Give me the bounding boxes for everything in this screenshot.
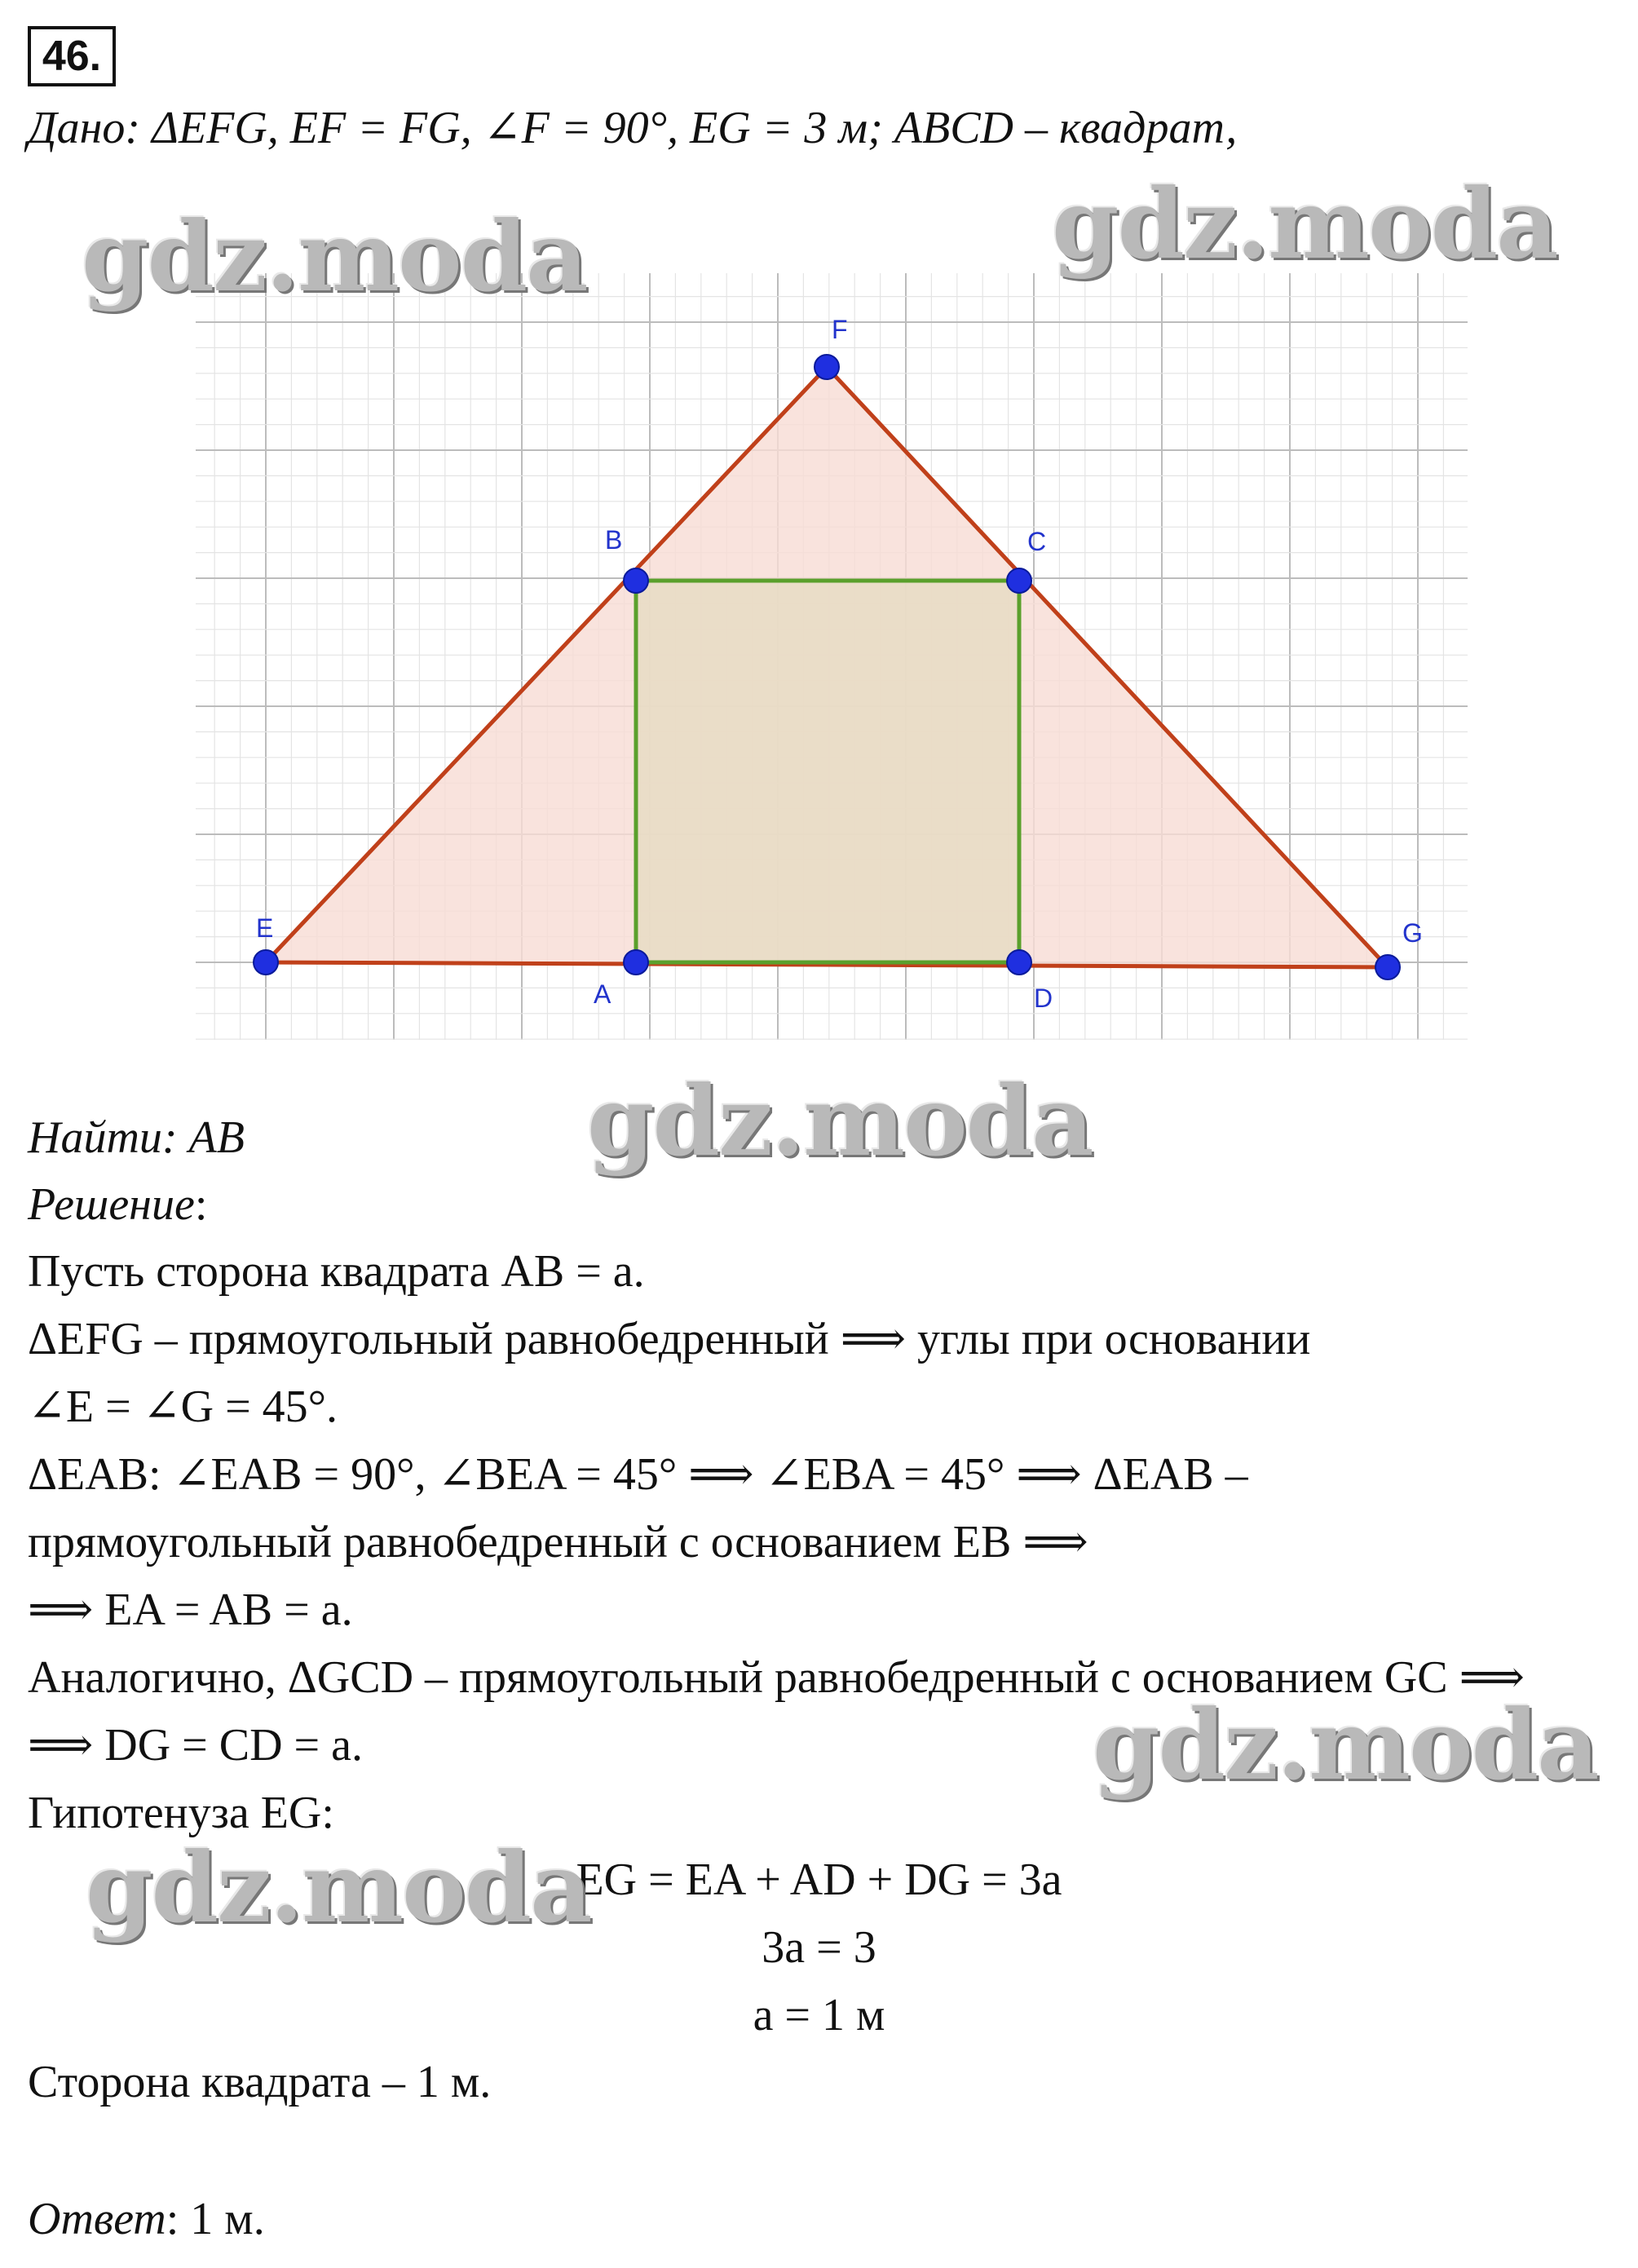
answer-text: : 1 м. bbox=[166, 2194, 265, 2244]
point-g bbox=[1375, 955, 1400, 979]
watermark-3: gdz.moda bbox=[587, 1064, 1093, 1178]
label-d: D bbox=[1034, 984, 1053, 1013]
point-c bbox=[1007, 568, 1031, 593]
geometry-diagram bbox=[196, 273, 1468, 1040]
solution-label: Решение bbox=[28, 1179, 195, 1230]
solution-line-4: ΔEAB: ∠EAB = 90°, ∠BEA = 45° ⟹ ∠EBA = 45° ⟹ ΔEAB – bbox=[28, 1449, 1248, 1500]
conclusion: Сторона квадрата – 1 м. bbox=[28, 2057, 492, 2107]
solution-heading bbox=[28, 1176, 207, 1233]
find-label: Найти bbox=[28, 1112, 162, 1163]
equation-2: 3a = 3 bbox=[762, 1922, 876, 1973]
equation-3: a = 1 м bbox=[753, 1990, 885, 2040]
find-text: : AB bbox=[161, 1112, 245, 1163]
solution-colon: : bbox=[194, 1179, 208, 1230]
watermark-5: gdz.moda bbox=[86, 1831, 591, 1944]
solution-line-5: прямоугольный равнобедренный с основанием EB ⟹ bbox=[28, 1517, 1088, 1567]
solution-line-7: Аналогично, ΔGCD – прямоугольный равнобедренный с основанием GC ⟹ bbox=[28, 1652, 1525, 1703]
answer-label: Ответ bbox=[28, 2194, 166, 2244]
point-f bbox=[815, 355, 839, 379]
point-a bbox=[624, 950, 648, 975]
solution-line-9: Гипотенуза EG: bbox=[28, 1788, 334, 1838]
solution-line-8: ⟹ DG = CD = a. bbox=[28, 1720, 363, 1771]
square-abcd bbox=[636, 581, 1019, 962]
label-b: B bbox=[605, 525, 623, 555]
label-e: E bbox=[256, 913, 274, 943]
equation-1: EG = EA + AD + DG = 3a bbox=[576, 1855, 1062, 1905]
label-f: F bbox=[832, 315, 848, 344]
point-d bbox=[1007, 950, 1031, 975]
given-line bbox=[28, 99, 1237, 157]
watermark-4: gdz.moda bbox=[1093, 1688, 1598, 1802]
problem-number: 46. bbox=[28, 26, 116, 86]
solution-line-3: ∠E = ∠G = 45°. bbox=[28, 1382, 338, 1432]
point-b bbox=[624, 568, 648, 593]
given-text: : ΔEFG, EF = FG, ∠F = 90°, EG = 3 м; ABCD – квадрат, bbox=[125, 103, 1238, 153]
point-e bbox=[254, 950, 278, 975]
solution-line-1: Пусть сторона квадрата AB = a. bbox=[28, 1246, 645, 1297]
label-a: A bbox=[594, 979, 611, 1009]
label-g: G bbox=[1402, 918, 1423, 948]
solution-line-6: ⟹ EA = AB = a. bbox=[28, 1585, 353, 1635]
watermark-2: gdz.moda bbox=[1052, 167, 1557, 281]
solution-line-2: ΔEFG – прямоугольный равнобедренный ⟹ углы при основании bbox=[28, 1314, 1311, 1364]
find-line bbox=[28, 1109, 245, 1166]
given-label: Дано bbox=[28, 103, 126, 153]
answer-line bbox=[28, 2191, 265, 2248]
label-c: C bbox=[1027, 527, 1047, 556]
watermark-1: gdz.moda bbox=[82, 200, 587, 313]
